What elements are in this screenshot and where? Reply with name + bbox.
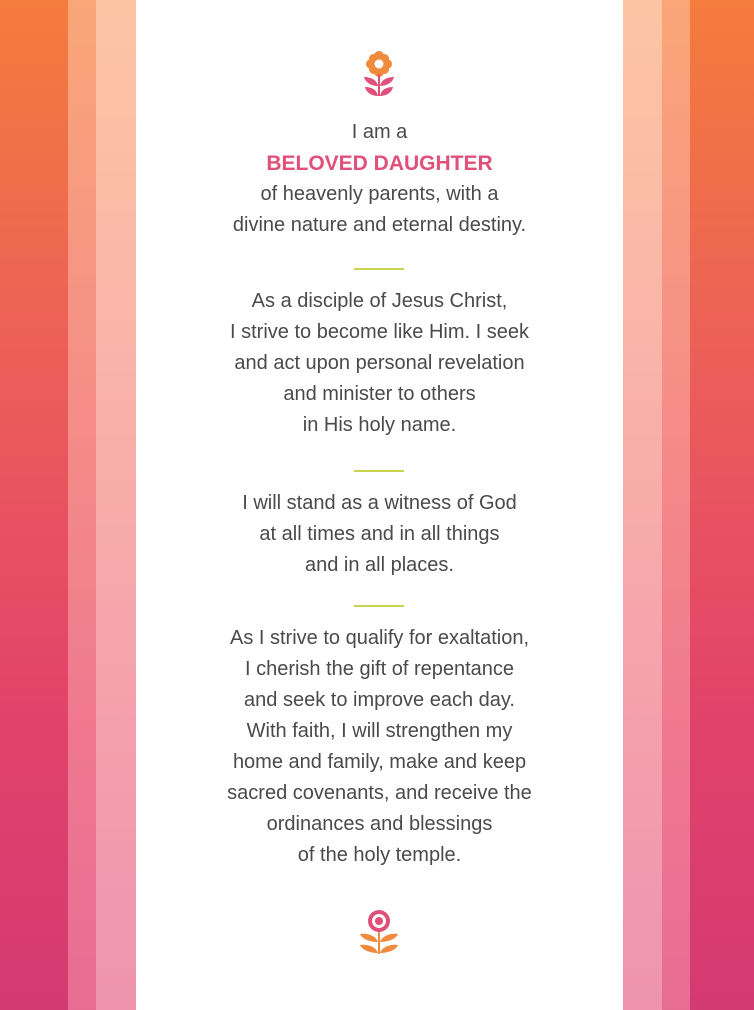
text-line: and seek to improve each day. [244,689,515,711]
text-line: sacred covenants, and receive the [227,782,532,804]
text-line: ordinances and blessings [266,813,493,835]
right-inner-band [623,0,662,1010]
theme-card [136,0,623,1010]
intro-block [136,117,623,241]
divider [354,605,404,607]
divider [354,268,404,270]
left-outer-band [68,0,96,1010]
exaltation-block [136,623,623,871]
text-line: I cherish the gift of repentance [244,658,515,680]
text-line: With faith, I will strengthen my [246,720,513,742]
intro-line-4: divine nature and eternal destiny. [232,214,527,236]
text-line: I strive to become like Him. I seek [230,321,529,343]
right-outer-band [662,0,690,1010]
intro-line-1: I am a [351,121,408,143]
text-line: As I strive to qualify for exaltation, [229,627,530,649]
text-line: I will stand as a witness of God [242,492,517,514]
left-inner-band [96,0,136,1010]
divider [354,470,404,472]
text-line: home and family, make and keep [232,751,527,773]
text-line: and in all places. [305,554,454,576]
text-line: and act upon personal revelation [234,352,525,374]
text-line: As a disciple of Jesus Christ, [251,290,508,312]
text-line: and minister to others [283,383,476,405]
flower-icon [357,50,401,100]
text-line: of the holy temple. [297,844,462,866]
intro-line-3: of heavenly parents, with a [260,183,499,205]
text-line: in His holy name. [302,414,457,436]
witness-block [136,488,623,581]
discipleship-block [136,286,623,441]
flower-icon [357,908,401,958]
text-line: at all times and in all things [259,523,500,545]
beloved-daughter-heading: BELOVED DAUGHTER [266,152,493,175]
